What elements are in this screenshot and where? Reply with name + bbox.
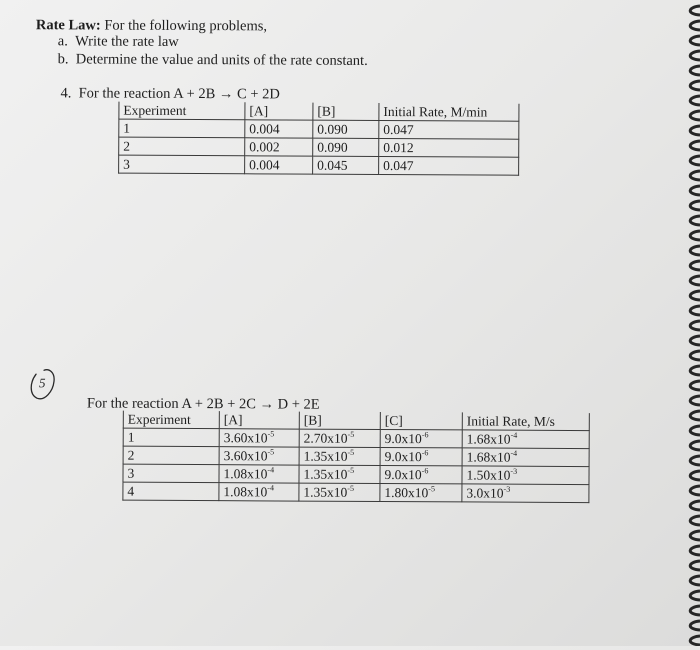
column-header: [A]: [219, 411, 299, 429]
spiral-coil: [690, 216, 700, 225]
problem-4-label: 4. For the reaction A + 2B → C + 2D: [60, 85, 280, 103]
table-row: 1 $3.60x10^{-5}$ $2.70x10^{-5}$ $9.0x10^{-6}$ $1.68x10^{-4}$: [123, 428, 589, 448]
spiral-coil: [690, 186, 700, 195]
spiral-coil: [690, 276, 700, 285]
spiral-coil: [690, 291, 700, 300]
handwritten-5: 5: [38, 375, 46, 391]
problem-4-table: [118, 102, 519, 176]
spiral-coil: [690, 486, 700, 495]
column-header: [A]: [245, 102, 313, 120]
problem-5-reaction: For the reaction A + 2B + 2C → D + 2E: [86, 395, 320, 413]
column-header: Initial Rate, M/s: [462, 412, 589, 430]
spiral-coil: [690, 456, 700, 465]
spiral-coil: [690, 6, 700, 15]
spiral-coil: [690, 366, 700, 375]
table-header-row: [119, 102, 519, 122]
spiral-coil: [690, 51, 700, 60]
spiral-coil: [690, 396, 700, 405]
spiral-coil: [690, 96, 700, 105]
spiral-coil: [690, 261, 700, 270]
column-header: [C]: [380, 412, 462, 430]
table-row: 3 0.004 0.045 0.047: [119, 155, 519, 175]
circled-problem-number: [28, 365, 60, 401]
column-header: [B]: [313, 103, 379, 121]
spiral-coil: [690, 561, 700, 570]
spiral-coil: [690, 426, 700, 435]
spiral-coil: [690, 351, 700, 360]
worksheet-heading: Rate Law: For the following problems,: [35, 17, 268, 35]
column-header: Experiment: [119, 102, 245, 120]
spiral-coil: [690, 111, 700, 120]
spiral-coil: [690, 321, 700, 330]
spiral-coil: [690, 81, 700, 90]
spiral-coil: [690, 231, 700, 240]
spiral-coil: [690, 21, 700, 30]
spiral-coil: [690, 606, 700, 615]
spiral-coil: [690, 441, 700, 450]
spiral-coil: [690, 66, 700, 75]
spiral-coil: [690, 201, 700, 210]
instruction-b: b. Determine the value and units of the rate constant.: [57, 51, 368, 69]
problem-4-reaction: For the reaction A + 2B → C + 2D: [78, 85, 280, 103]
spiral-coil: [690, 591, 700, 600]
spiral-coil: [690, 576, 700, 585]
spiral-coil: [690, 381, 700, 390]
spiral-coil: [690, 471, 700, 480]
spiral-coil: [690, 246, 700, 255]
spiral-coil: [690, 636, 700, 645]
spiral-binding: [680, 0, 700, 646]
table-row: 3 $1.08x10^{-4}$ $1.35x10^{-5}$ $9.0x10^{-6}$ $1.50x10^{-3}$: [123, 464, 589, 484]
spiral-coil: [690, 36, 700, 45]
table-row: 2 $3.60x10^{-5}$ $1.35x10^{-5}$ $9.0x10^{-6}$ $1.68x10^{-4}$: [123, 446, 589, 466]
spiral-coil: [690, 171, 700, 180]
column-header: [B]: [299, 412, 380, 430]
column-header: Initial Rate, M/min: [379, 103, 519, 121]
spiral-coil: [690, 156, 700, 165]
table-row: 4 $1.08x10^{-4}$ $1.35x10^{-5}$ $1.80x10^{-5}$ $3.0x10^{-3}$: [123, 482, 589, 502]
spiral-coil: [690, 546, 700, 555]
spiral-coil: [690, 141, 700, 150]
column-header: Experiment: [123, 411, 219, 429]
spiral-coil: [690, 126, 700, 135]
spiral-coil: [690, 531, 700, 540]
table-row: 1 0.004 0.090 0.047: [119, 119, 519, 139]
instruction-a: a. Write the rate law: [57, 33, 179, 50]
spiral-coil: [690, 516, 700, 525]
circle-mark-icon: [28, 365, 60, 401]
spiral-coil: [690, 336, 700, 345]
spiral-coil: [690, 306, 700, 315]
spiral-coil: [690, 621, 700, 630]
spiral-coil: [690, 501, 700, 510]
problem-5-table: [122, 411, 589, 503]
spiral-coil: [690, 411, 700, 420]
table-row: 2 0.002 0.090 0.012: [119, 137, 519, 157]
